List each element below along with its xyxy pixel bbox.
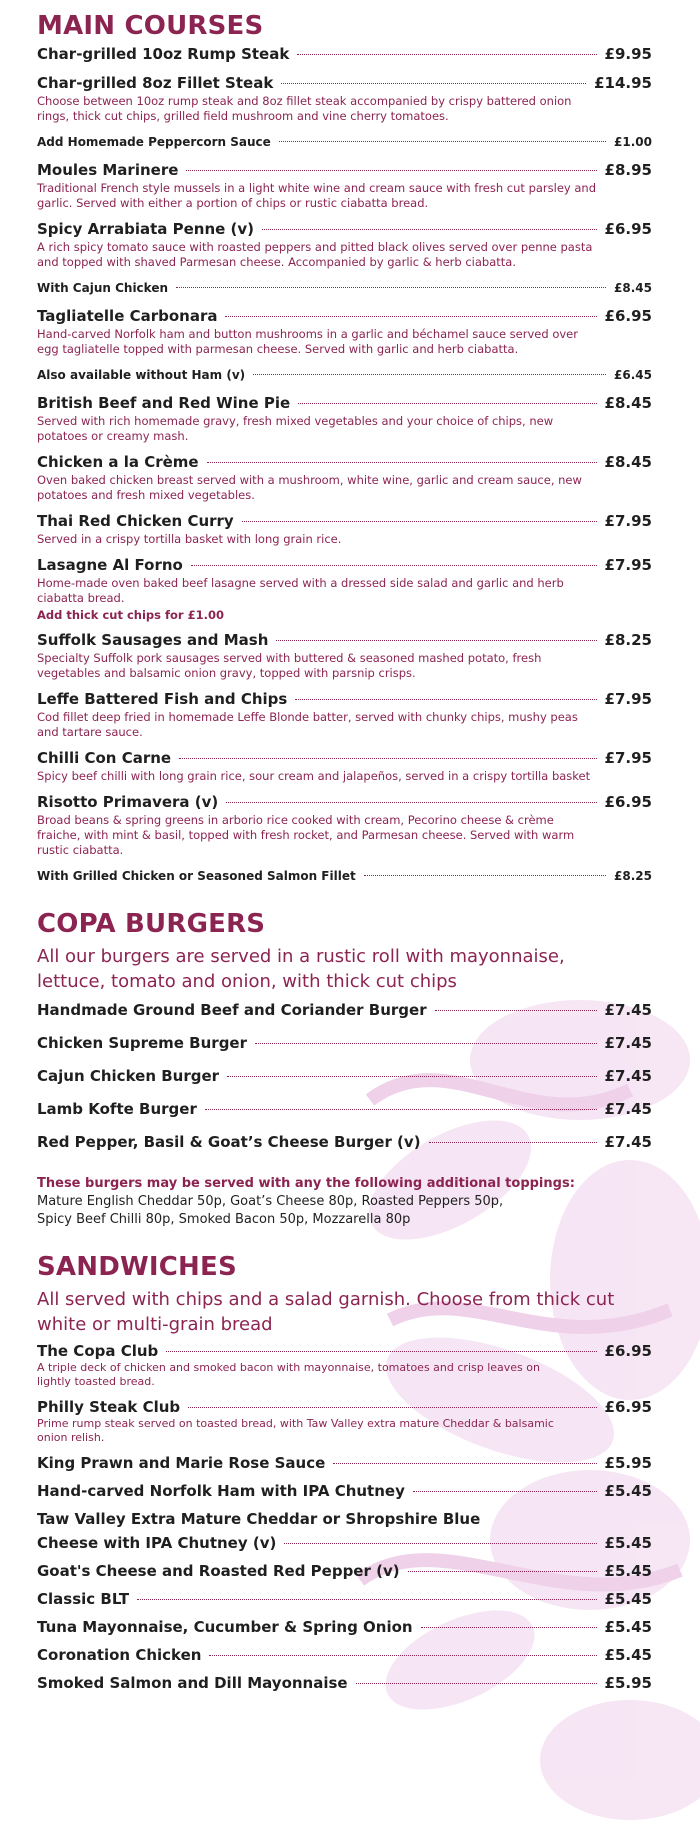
menu-item-name: The Copa Club bbox=[37, 1342, 159, 1360]
menu-item-row bbox=[37, 73, 652, 94]
menu-item-name: King Prawn and Marie Rose Sauce bbox=[37, 1454, 326, 1472]
menu-item bbox=[0, 278, 700, 298]
menu-item-name: Goat's Cheese and Roasted Red Pepper (v) bbox=[37, 1562, 400, 1580]
menu-item-price: £7.45 bbox=[604, 1067, 652, 1085]
dotted-leader bbox=[179, 758, 596, 759]
main-courses-list bbox=[0, 44, 700, 886]
dotted-leader bbox=[191, 565, 597, 566]
dotted-leader bbox=[225, 316, 596, 317]
menu-item-row bbox=[37, 511, 652, 532]
menu-item-description: Traditional French style mussels in a light white wine and cream sauce with fresh cut parsley and garlic. Served with either a portion of chips or rustic ciabatta bread. bbox=[37, 181, 597, 210]
dotted-leader bbox=[284, 1543, 596, 1544]
menu-item-row bbox=[37, 555, 652, 576]
menu-item bbox=[0, 160, 700, 211]
menu-item-name: Philly Steak Club bbox=[37, 1398, 181, 1416]
menu-item-description: Oven baked chicken breast served with a mushroom, white wine, garlic and cream sauce, new potatoes and fresh mixed vegetables. bbox=[37, 473, 582, 502]
burgers-intro: All our burgers are served in a rustic roll with mayonnaise, lettuce, tomato and onion, with thick cut chips bbox=[37, 946, 565, 992]
menu-item-price: £7.95 bbox=[604, 556, 652, 574]
menu-item-price: £8.45 bbox=[604, 394, 652, 412]
dotted-leader bbox=[279, 141, 606, 142]
sandwiches-section bbox=[0, 1249, 700, 1693]
menu-item-name: British Beef and Red Wine Pie bbox=[37, 394, 291, 412]
dotted-leader bbox=[333, 1463, 596, 1464]
menu-item bbox=[0, 219, 700, 270]
menu-item-option-row bbox=[37, 866, 652, 886]
menu-item-description: Home-made oven baked beef lasagne served with a dressed side salad and garlic and herb ciabatta bread. bbox=[37, 576, 564, 605]
dotted-leader bbox=[276, 640, 596, 641]
menu-item-row bbox=[37, 1097, 652, 1122]
menu-item-name: Tuna Mayonnaise, Cucumber & Spring Onion bbox=[37, 1618, 413, 1636]
menu-item-row bbox=[37, 748, 652, 769]
dotted-leader bbox=[253, 374, 606, 375]
menu-item bbox=[0, 73, 700, 124]
menu-item-row bbox=[37, 1064, 652, 1089]
dotted-leader bbox=[209, 1655, 596, 1656]
dotted-leader bbox=[281, 83, 586, 84]
menu-item-price: £6.95 bbox=[604, 1342, 652, 1360]
menu-item-description: Specialty Suffolk pork sausages served with buttered & seasoned mashed potato, fresh vegetables and balsamic onion gravy, topped with parsnip crisps. bbox=[37, 651, 542, 680]
menu-item bbox=[0, 44, 700, 65]
menu-item-price: £5.45 bbox=[604, 1618, 652, 1636]
dotted-leader bbox=[297, 54, 596, 55]
menu-item bbox=[0, 792, 700, 858]
menu-item bbox=[0, 555, 700, 622]
menu-item-row bbox=[37, 1341, 652, 1361]
menu-item-name: Thai Red Chicken Curry bbox=[37, 512, 234, 530]
menu-item-row bbox=[37, 792, 652, 813]
burgers-section bbox=[0, 906, 700, 1229]
menu-item-name: Leffe Battered Fish and Chips bbox=[37, 690, 288, 708]
menu-item-name: Chilli Con Carne bbox=[37, 749, 172, 767]
menu-item-row bbox=[37, 1130, 652, 1155]
menu-item-price: £5.95 bbox=[604, 1454, 652, 1472]
menu-item bbox=[0, 1453, 700, 1473]
menu-item-row bbox=[37, 1509, 652, 1529]
menu-item-name: Hand-carved Norfolk Ham with IPA Chutney bbox=[37, 1482, 405, 1500]
dotted-leader bbox=[137, 1599, 596, 1600]
main-courses-heading: MAIN COURSES bbox=[37, 11, 264, 41]
menu-item-row bbox=[37, 1645, 652, 1665]
menu-item bbox=[0, 998, 700, 1023]
menu-item-price: £8.25 bbox=[604, 631, 652, 649]
menu-item-price: £8.95 bbox=[604, 161, 652, 179]
menu-item-name: Handmade Ground Beef and Coriander Burger bbox=[37, 1001, 427, 1019]
menu-item bbox=[0, 1673, 700, 1693]
menu-item bbox=[0, 866, 700, 886]
menu-item-row bbox=[37, 1397, 652, 1417]
menu-item-name: With Cajun Chicken bbox=[37, 281, 169, 295]
menu-item-description: Prime rump steak served on toasted bread, with Taw Valley extra mature Cheddar & balsamic onion relish. bbox=[37, 1417, 554, 1444]
menu-item-price: £5.45 bbox=[604, 1646, 652, 1664]
menu-item-name: Chicken Supreme Burger bbox=[37, 1034, 247, 1052]
dotted-leader bbox=[364, 875, 606, 876]
menu-item-name: Chicken a la Crème bbox=[37, 453, 199, 471]
menu-item-description: Cod fillet deep fried in homemade Leffe Blonde batter, served with chunky chips, mushy peas and tartare sauce. bbox=[37, 710, 578, 739]
menu-item-price: £7.95 bbox=[604, 690, 652, 708]
menu-item-price: £7.95 bbox=[604, 749, 652, 767]
dotted-leader bbox=[227, 1076, 597, 1077]
menu-item-row bbox=[37, 452, 652, 473]
menu-item bbox=[0, 306, 700, 357]
menu-item-price: £7.45 bbox=[604, 1133, 652, 1151]
menu-item-price: £5.45 bbox=[604, 1482, 652, 1500]
menu-item-row bbox=[37, 689, 652, 710]
menu-item bbox=[0, 1509, 700, 1529]
menu-item-price: £14.95 bbox=[594, 74, 652, 92]
dotted-leader bbox=[207, 462, 597, 463]
menu-item-row bbox=[37, 630, 652, 651]
dotted-leader bbox=[166, 1351, 596, 1352]
menu-item-option-row bbox=[37, 278, 652, 298]
dotted-leader bbox=[421, 1627, 597, 1628]
menu-item-name: Suffolk Sausages and Mash bbox=[37, 631, 269, 649]
sandwiches-heading: SANDWICHES bbox=[37, 1252, 237, 1282]
menu-item bbox=[0, 1561, 700, 1581]
dotted-leader bbox=[298, 403, 596, 404]
menu-item-row bbox=[37, 1617, 652, 1637]
dotted-leader bbox=[188, 1407, 596, 1408]
menu-item-description: Spicy beef chilli with long grain rice, sour cream and jalapeños, served in a crispy tortilla basket bbox=[37, 769, 591, 783]
burgers-list bbox=[0, 998, 700, 1155]
menu-item-note: Add thick cut chips for £1.00 bbox=[37, 608, 224, 622]
menu-item-name: With Grilled Chicken or Seasoned Salmon Fillet bbox=[37, 869, 356, 883]
menu-item-row bbox=[37, 393, 652, 414]
menu-item-row bbox=[37, 1481, 652, 1501]
menu-item bbox=[0, 1031, 700, 1056]
menu-item-row bbox=[37, 1673, 652, 1693]
menu-item bbox=[0, 689, 700, 740]
menu-item-row bbox=[37, 1031, 652, 1056]
menu-item-price: £9.95 bbox=[604, 45, 652, 63]
menu-item-price: £7.45 bbox=[604, 1034, 652, 1052]
menu-item bbox=[0, 1645, 700, 1665]
dotted-leader bbox=[186, 170, 596, 171]
menu-item-price: £8.25 bbox=[614, 869, 652, 883]
menu-item bbox=[0, 393, 700, 444]
menu-item bbox=[0, 1589, 700, 1609]
dotted-leader bbox=[435, 1010, 597, 1011]
toppings-list: Mature English Cheddar 50p, Goat’s Cheese 80p, Roasted Peppers 50p, Spicy Beef Chilli 80p, Smoked Bacon 50p, Mozzarella 80p bbox=[37, 1194, 504, 1227]
menu-item-row bbox=[37, 44, 652, 65]
menu-item-description: Served with rich homemade gravy, fresh mixed vegetables and your choice of chips, new potatoes or creamy mash. bbox=[37, 414, 554, 443]
menu-item-name: Smoked Salmon and Dill Mayonnaise bbox=[37, 1674, 348, 1692]
menu-item-name: Moules Marinere bbox=[37, 161, 179, 179]
menu-item bbox=[0, 748, 700, 784]
menu-item bbox=[0, 452, 700, 503]
menu-item bbox=[0, 511, 700, 547]
menu-item-name: Lamb Kofte Burger bbox=[37, 1100, 197, 1118]
menu-item bbox=[0, 1097, 700, 1122]
menu-item-price: £5.45 bbox=[604, 1590, 652, 1608]
menu-item bbox=[0, 1533, 700, 1553]
menu-item-name: Tagliatelle Carbonara bbox=[37, 307, 218, 325]
menu-item-price: £8.45 bbox=[604, 453, 652, 471]
menu-item-row bbox=[37, 1533, 652, 1553]
menu-item-price: £6.95 bbox=[604, 793, 652, 811]
dotted-leader bbox=[176, 287, 606, 288]
menu-item-name: Add Homemade Peppercorn Sauce bbox=[37, 135, 271, 149]
menu-item-name: Classic BLT bbox=[37, 1590, 130, 1608]
menu-item-name: Lasagne Al Forno bbox=[37, 556, 183, 574]
menu-item bbox=[0, 365, 700, 385]
dotted-leader bbox=[429, 1142, 597, 1143]
menu-item bbox=[0, 132, 700, 152]
dotted-leader bbox=[356, 1683, 597, 1684]
menu-item-name: Cheese with IPA Chutney (v) bbox=[37, 1534, 277, 1552]
menu-item-description: A rich spicy tomato sauce with roasted peppers and pitted black olives served over penne pasta and topped with shaved Parmesan cheese. Accompanied by garlic & herb ciabatta. bbox=[37, 240, 593, 269]
menu-item-price: £6.45 bbox=[614, 368, 652, 382]
menu-item-name: Char-grilled 10oz Rump Steak bbox=[37, 45, 290, 63]
menu-item-row bbox=[37, 1589, 652, 1609]
menu-item-price: £7.45 bbox=[604, 1001, 652, 1019]
dotted-leader bbox=[262, 229, 597, 230]
menu-item-price: £5.45 bbox=[604, 1562, 652, 1580]
menu-item-row bbox=[37, 1561, 652, 1581]
menu-item-price: £5.45 bbox=[604, 1534, 652, 1552]
dotted-leader bbox=[408, 1571, 597, 1572]
menu-item-description: Served in a crispy tortilla basket with long grain rice. bbox=[37, 532, 342, 546]
main-courses-section bbox=[0, 8, 700, 886]
dotted-leader bbox=[242, 521, 597, 522]
toppings-heading: These burgers may be served with any the following additional toppings: bbox=[37, 1176, 575, 1191]
menu-item-name: Char-grilled 8oz Fillet Steak bbox=[37, 74, 274, 92]
menu-item-name: Risotto Primavera (v) bbox=[37, 793, 219, 811]
menu-item-description: Broad beans & spring greens in arborio rice cooked with cream, Pecorino cheese & crème fraiche, with mint & basil, topped with fresh rocket, and Parmesan cheese. Served with warm rustic ciabatta. bbox=[37, 813, 575, 857]
sandwiches-list bbox=[0, 1341, 700, 1693]
menu-item bbox=[0, 1397, 700, 1445]
menu-item bbox=[0, 1130, 700, 1155]
dotted-leader bbox=[295, 699, 596, 700]
burgers-heading: COPA BURGERS bbox=[37, 909, 266, 939]
menu-item-row bbox=[37, 160, 652, 181]
menu-item-row bbox=[37, 1453, 652, 1473]
menu-item-description: A triple deck of chicken and smoked bacon with mayonnaise, tomatoes and crisp leaves on lightly toasted bread. bbox=[37, 1361, 540, 1388]
menu-item-option-row bbox=[37, 365, 652, 385]
menu-item-option-row bbox=[37, 132, 652, 152]
menu-item-price: £5.95 bbox=[604, 1674, 652, 1692]
menu-item-name: Coronation Chicken bbox=[37, 1646, 202, 1664]
menu-item-price: £7.45 bbox=[604, 1100, 652, 1118]
menu-item-price: £7.95 bbox=[604, 512, 652, 530]
dotted-leader bbox=[226, 802, 596, 803]
menu-item-name: Also available without Ham (v) bbox=[37, 368, 246, 382]
menu-item-name: Cajun Chicken Burger bbox=[37, 1067, 220, 1085]
menu-item-price: £6.95 bbox=[604, 1398, 652, 1416]
menu-item bbox=[0, 1341, 700, 1389]
menu-item bbox=[0, 630, 700, 681]
menu-item bbox=[0, 1481, 700, 1501]
menu-item-price: £1.00 bbox=[614, 135, 652, 149]
menu-item-price: £8.45 bbox=[614, 281, 652, 295]
menu-item-description: Choose between 10oz rump steak and 8oz fillet steak accompanied by crispy battered onion rings, thick cut chips, grilled field mushroom and vine cherry tomatoes. bbox=[37, 94, 572, 123]
dotted-leader bbox=[205, 1109, 597, 1110]
menu-item bbox=[0, 1617, 700, 1637]
menu-item-row bbox=[37, 219, 652, 240]
menu-item bbox=[0, 1064, 700, 1089]
menu-item-name: Spicy Arrabiata Penne (v) bbox=[37, 220, 255, 238]
menu-item-name: Taw Valley Extra Mature Cheddar or Shropshire Blue bbox=[37, 1510, 481, 1528]
dotted-leader bbox=[413, 1491, 597, 1492]
sandwiches-intro: All served with chips and a salad garnish. Choose from thick cut white or multi-grain bread bbox=[37, 1289, 615, 1335]
menu-item-description: Hand-carved Norfolk ham and button mushrooms in a garlic and béchamel sauce served over egg tagliatelle topped with parmesan cheese. Served with garlic and herb ciabatta. bbox=[37, 327, 578, 356]
menu-item-price: £6.95 bbox=[604, 307, 652, 325]
menu-item-row bbox=[37, 998, 652, 1023]
dotted-leader bbox=[255, 1043, 597, 1044]
menu-item-price: £6.95 bbox=[604, 220, 652, 238]
menu-item-name: Red Pepper, Basil & Goat’s Cheese Burger (v) bbox=[37, 1133, 421, 1151]
menu-item-row bbox=[37, 306, 652, 327]
